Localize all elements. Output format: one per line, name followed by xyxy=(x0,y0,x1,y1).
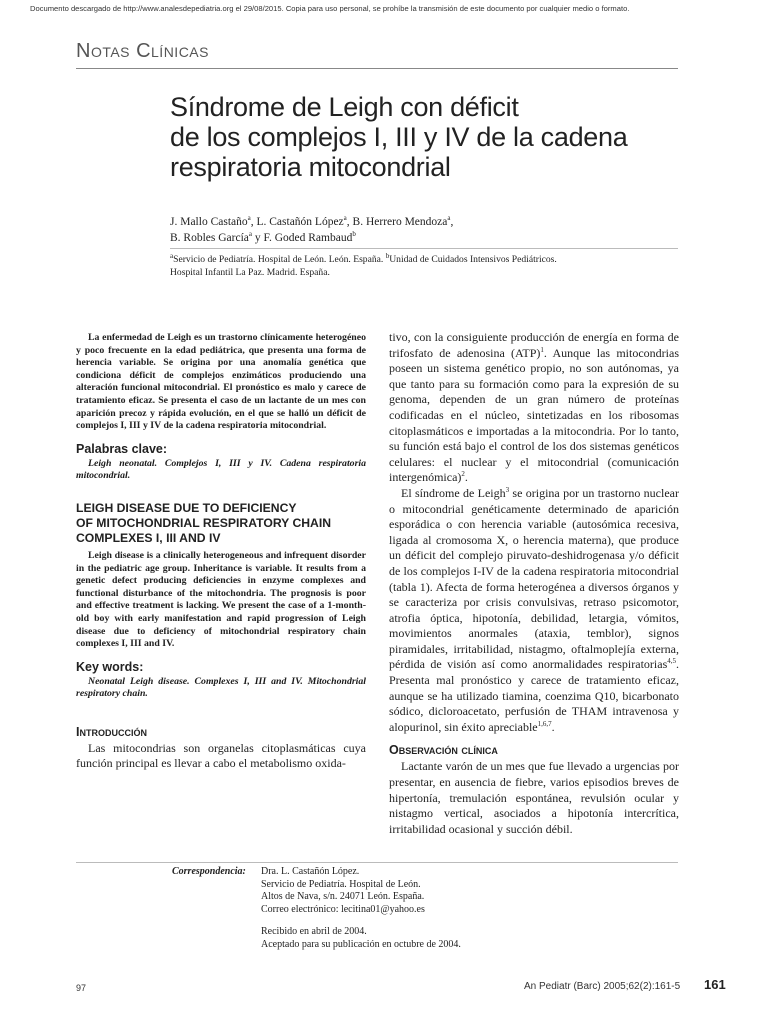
citation: 1,6,7 xyxy=(537,719,552,728)
text-run: . xyxy=(551,719,555,734)
received-date: Recibido en abril de 2004. xyxy=(261,926,367,938)
author-name: F. Goded Rambaud xyxy=(263,232,353,244)
text-run: . Presenta mal pronóstico y carece de tratamiento eficaz, aunque se ha utilizado tiamina, coenzima Q10, bicarbonato sódico, dicloroacetato, perfusión de THAM intravenosa y alopurinol, sin éxito apreciable xyxy=(389,657,679,734)
author-line-2 xyxy=(170,230,680,246)
keywords-spanish: Leigh neonatal. Complejos I, III y IV. Cadena respiratoria mitocondrial. xyxy=(76,457,366,482)
author-name: B. Herrero Mendoza xyxy=(352,216,448,228)
text-run: . xyxy=(464,470,468,485)
english-title xyxy=(76,501,366,546)
leigh-syndrome-paragraph xyxy=(389,486,679,736)
affiliation-divider xyxy=(170,248,678,249)
affiliation-mark: b xyxy=(385,251,390,260)
left-column xyxy=(76,332,366,772)
keywords-english: Neonatal Leigh disease. Complexes I, III and IV. Mitochondrial respiratory chain. xyxy=(76,675,366,700)
affiliation-mark: a xyxy=(170,251,174,260)
text-run: se origina por un trastorno nuclear o mitocondrial genéticamente determinado de aparición esporádica o con herencia variable (autosómica recesiva, ligada al cromosoma X, o herencia materna), que produce un déficit del complejo piruvato-deshidrogenasa y/o déficit de los complejos I-IV de la cadena respiratoria mitocondrial (tabla 1). Afecta de forma heterogénea a diversos órganos y se caracteriza por crisis convulsivas, retraso psicomotor, atrofia óptica, hipotonía, debilidad, letargia, vómitos, movimientos anormales (ataxia, temblor), signos piramidales, irritabilidad, nistagmo, oftalmoplejía externa, pérdida de visión así como anormalidades respiratorias xyxy=(389,485,679,672)
section-header xyxy=(76,40,678,69)
correspondence-label: Correspondencia: xyxy=(172,866,246,877)
correspondence-line: Altos de Nava, s/n. 24071 León. España. xyxy=(261,891,425,903)
title-line: de los complejos I, III y IV de la cadena xyxy=(170,122,628,152)
page-left-number: 97 xyxy=(76,983,87,993)
author-name: J. Mallo Castaño xyxy=(170,216,248,228)
text-run: . Aunque las mitocondrias poseen un sistema genético propio, no son autónomas, ya que tanto para su formación como para la expresión de su genoma, dependen de un gran número de proteínas codificadas en el núcleo, sintetizadas en los ribosomas citoplasmáticos e importadas a la mitocondria. Por lo tanto, su función está bajo el control de los dos sistemas genéticos celulares: el nuclear y el mitocondrial (comunicación intergenómica) xyxy=(389,345,679,485)
clinical-observation-paragraph: Lactante varón de un mes que fue llevado a urgencias por presentar, en ausencia de fiebre, varios episodios breves de hipertonía, tremulación espontánea, revulsión ocular y nistagmo vertical, asociados a hipotonía intercrítica, irritabilidad ocasional y succión débil. xyxy=(389,759,679,836)
section-label: Notas Clínicas xyxy=(76,40,209,62)
keywords-english-heading: Key words: xyxy=(76,659,144,674)
journal-citation: An Pediatr (Barc) 2005;62(2):161-5 xyxy=(524,981,681,992)
correspondence-line: Dra. L. Castañón López. xyxy=(261,866,360,877)
article-title xyxy=(170,92,690,182)
clinical-observation-heading: Observación clínica xyxy=(389,743,498,758)
author-separator: y xyxy=(252,232,264,244)
correspondence-text xyxy=(261,866,661,952)
download-notice: Documento descargado de http://www.analesdepediatria.org el 29/08/2015. Copia para uso personal, se prohíbe la transmisión de este documento por cualquier medio o formato. xyxy=(30,4,630,13)
author-name: L. Castañón López xyxy=(256,216,344,228)
text-run: tivo, con la consiguiente producción de energía en forma de trifosfato de adenosina (ATP) xyxy=(389,330,679,360)
text-run: El síndrome de Leigh xyxy=(401,485,506,500)
affiliation-b: Unidad de Cuidados Intensivos Pediátricos. xyxy=(389,254,557,265)
author-separator: , xyxy=(450,216,454,228)
citation: 2 xyxy=(461,470,465,479)
author-affiliation-mark: a xyxy=(447,214,451,223)
intro-continued-paragraph xyxy=(389,330,679,486)
abstract-spanish xyxy=(76,332,366,433)
page-number: 161 xyxy=(704,977,726,992)
english-title-line: COMPLEXES I, III AND IV xyxy=(76,530,221,545)
author-separator: , xyxy=(346,216,353,228)
keywords-spanish-heading: Palabras clave: xyxy=(76,441,168,456)
author-affiliation-mark: a xyxy=(248,230,252,239)
accepted-date: Aceptado para su publicación en octubre de 2004. xyxy=(261,938,461,950)
abstract-english-text: Leigh disease is a clinically heterogeneous and infrequent disorder in the pediatric age group. Inheritance is variable. It results from a genetic defect producing deficiencies in enzyme complexes and functional disturbance of the mitochondria. The prognosis is poor and effective treatment is lacking. We present the case of a 1-month-old boy with early manifestation and rapid progression of Leigh disease due to deficiency of mitochondrial respiratory chain complexes I, III and IV. xyxy=(76,549,366,650)
author-name: B. Robles García xyxy=(170,232,249,244)
citation: 4,5 xyxy=(667,657,676,666)
citation: 3 xyxy=(505,485,510,494)
citation: 1 xyxy=(540,345,544,354)
author-separator: , xyxy=(250,216,257,228)
english-title-line: OF MITOCHONDRIAL RESPIRATORY CHAIN xyxy=(76,515,332,530)
author-affiliation-mark: b xyxy=(352,230,356,239)
affiliations xyxy=(170,253,680,279)
right-column xyxy=(389,330,679,837)
title-line: Síndrome de Leigh con déficit xyxy=(170,92,519,122)
abstract-spanish-text: La enfermedad de Leigh es un trastorno clínicamente heterogéneo y poco frecuente en la edad pediátrica, que presenta una forma de herencia variable. Se origina por una anomalía genética que condiciona déficit de complejos enzimáticos produciendo una alteración funcional mitocondrial. El pronóstico es malo y carece de tratamiento eficaz. Se presenta el caso de un lactante de un mes con aparición precoz y rápida evolución, en el que se halló un déficit de complejos I, III y IV de la cadena respiratoria mitocondrial. xyxy=(76,332,366,432)
affiliation-line-1 xyxy=(170,253,680,266)
author-affiliation-mark: a xyxy=(247,214,251,223)
english-title-line: LEIGH DISEASE DUE TO DEFICIENCY xyxy=(76,500,297,515)
abstract-english xyxy=(76,550,366,651)
author-affiliation-mark: a xyxy=(343,214,347,223)
introduction-paragraph: Las mitocondrias son organelas citoplasmáticas cuya función principal es llevar a cabo el metabolismo oxida- xyxy=(76,740,366,771)
author-list xyxy=(170,214,680,246)
correspondence-email: Correo electrónico: lecitina01@yahoo.es xyxy=(261,903,425,915)
affiliation-a: Servicio de Pediatría. Hospital de León. León. España. xyxy=(173,254,386,265)
affiliation-line-2: Hospital Infantil La Paz. Madrid. España. xyxy=(170,267,330,278)
introduction-heading: Introducción xyxy=(76,724,147,739)
author-line-1 xyxy=(170,214,680,230)
correspondence-block xyxy=(76,862,678,950)
correspondence-line: Servicio de Pediatría. Hospital de León. xyxy=(261,878,421,890)
title-line: respiratoria mitocondrial xyxy=(170,152,451,182)
spacer xyxy=(261,916,661,926)
